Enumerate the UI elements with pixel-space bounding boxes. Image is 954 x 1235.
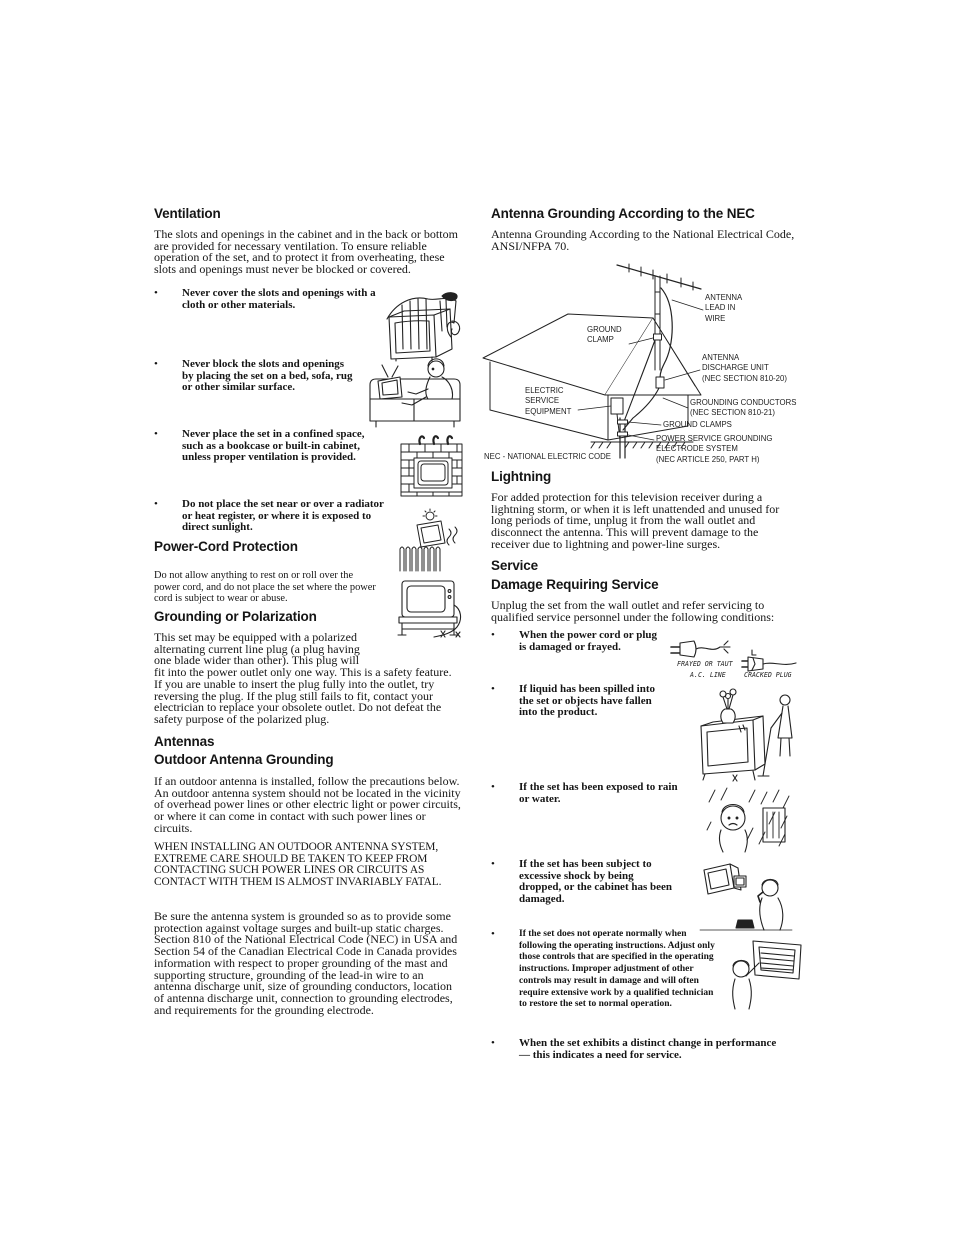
ventilation-text: The slots and openings in the cabinet and in the back or bottom are provided for necessary ventilation. To ensure reliable operation of the set, and to protect it from overheating, these slots and openings must never be blocked or covered. — [154, 227, 458, 277]
bullet-text: When the set exhibits a distinct change in performance — this indicates a need for service. — [519, 1037, 777, 1061]
bullet-marker: • — [491, 683, 495, 695]
tv-on-sofa-illustration — [368, 351, 463, 431]
ventilation-bullet-confined — [154, 429, 372, 464]
adjusting-controls-illustration — [725, 935, 803, 1011]
bullet-marker: • — [491, 928, 495, 940]
diagram-label-ground-clamp: GROUND CLAMP — [587, 325, 622, 345]
bullet-text: If the set has been exposed to rain or water. — [519, 781, 678, 805]
grounding-text — [154, 632, 461, 726]
bullet-text: If the set does not operate normally when following the operating instructions. Adjust only those controls that are specified in the operating instructions. Improper adjustment of other controls may result in damage and will often require extensive work by a qualified technician to restore the set to normal operation. — [519, 929, 715, 1010]
plug-label-ac-line: A.C. LINE — [690, 671, 726, 679]
rain-exposure-illustration — [705, 788, 793, 852]
diagram-label-ground-clamps: GROUND CLAMPS — [663, 420, 732, 429]
diagram-label-lead-in-wire: ANTENNA LEAD IN WIRE — [705, 293, 743, 323]
lightning-text: For added protection for this television receiver during a lightning storm, or when it is left unattended and unused for long periods of time, unplug it from the wall outlet and disconnect the antenna. This will prevent damage to the receiver due to lightning and power-line surges. — [491, 490, 780, 551]
damage-requiring-service-heading: Damage Requiring Service — [491, 577, 659, 592]
bullet-text: Never cover the slots and openings with a cloth or other materials. — [182, 287, 376, 311]
service-bullet-shock — [491, 859, 675, 906]
bullet-marker: • — [154, 498, 158, 510]
outdoor-antenna-grounding-heading: Outdoor Antenna Grounding — [154, 752, 334, 767]
ventilation-bullet-cloth — [154, 288, 377, 311]
service-bullet-rain — [491, 782, 679, 805]
service-bullet-performance — [491, 1038, 781, 1061]
antennas-heading: Antennas — [154, 734, 215, 749]
bullet-marker: • — [491, 858, 495, 870]
service-heading: Service — [491, 558, 538, 573]
diagram-footnote: NEC - NATIONAL ELECTRIC CODE — [484, 452, 611, 461]
tv-in-bookcase-illustration — [400, 434, 463, 498]
diagram-label-power-service: POWER SERVICE GROUNDING ELECTRODE SYSTEM (NEC ARTICLE 250, PART H) — [656, 434, 773, 464]
grounding-heading: Grounding or Polarization — [154, 609, 317, 624]
outdoor-antenna-text: If an outdoor antenna is installed, follow the precautions below. An outdoor antenna system should not be located in the vicinity of overhead power lines or other electric light or power circuits, or where it can come in contact with such power lines or circuits. — [154, 774, 461, 835]
power-cord-text: Do not allow anything to rest on or roll over the power cord, and do not place the set where the power cord is subject to wear or abuse. — [154, 570, 376, 605]
bullet-marker: • — [154, 287, 158, 299]
bullet-marker: • — [491, 629, 495, 641]
bullet-text: If the set has been subject to excessive shock by being dropped, or the cabinet has been damaged. — [519, 858, 673, 906]
ventilation-bullet-sofa — [154, 359, 354, 394]
bullet-text: If liquid has been spilled into the set or objects have fallen into the product. — [519, 683, 656, 719]
bullet-marker: • — [154, 428, 158, 440]
plug-label-frayed: FRAYED OR TAUT — [677, 660, 733, 668]
diagram-label-electric-service: ELECTRIC SERVICE EQUIPMENT — [525, 386, 572, 416]
bullet-marker: • — [154, 358, 158, 370]
liquid-spilled-illustration — [695, 686, 798, 782]
service-bullet-liquid — [491, 684, 667, 719]
grounding-text-content: This set may be equipped with a polarized alternating current line plug (a plug having one blade wider than other). This plug will fit into the power outlet only one way. This is a safety feature. If you are unable to insert the plug fully into the outlet, try reversing the plug. If the plug still fails to fit, contact your electrician to replace your obsolete outlet. Do not defeat the safety purpose of the polarized plug. — [154, 630, 452, 726]
lightning-heading: Lightning — [491, 469, 552, 484]
power-cord-heading: Power-Cord Protection — [154, 539, 298, 554]
ventilation-bullet-radiator — [154, 499, 386, 534]
antenna-grounding-text: Be sure the antenna system is grounded so as to provide some protection against voltage surges and built-up static charges. Section 810 of the National Electrical Code (NEC) in USA and Section 54 of the Canadian Electrical Code in Canada provides information with respect to proper grounding of the mast and supporting structure, grounding of the lead-in wire to an antenna discharge unit, size of grounding conductors, location of antenna discharge unit, connection to grounding electrodes, and requirements for the grounding electrode. — [154, 909, 458, 1017]
tv-near-radiator-illustration — [397, 509, 463, 571]
dropped-tv-illustration — [700, 858, 792, 932]
service-bullet-not-operating — [491, 929, 719, 1011]
bullet-text: Do not place the set near or over a radiator or heat register, or where it is exposed to direct sunlight. — [182, 498, 384, 534]
bullet-marker: • — [491, 1037, 495, 1049]
outdoor-antenna-warning: WHEN INSTALLING AN OUTDOOR ANTENNA SYSTEM, EXTREME CARE SHOULD BE TAKEN TO KEEP FROM CONTACTING SUCH POWER LINES OR CIRCUITS AS CONTACT WITH THEM IS ALMOST INVARIABLY FATAL. — [154, 841, 442, 889]
bullet-text: When the power cord or plug is damaged or frayed. — [519, 629, 658, 653]
service-text: Unplug the set from the wall outlet and refer servicing to qualified service personnel under the following conditions: — [491, 598, 775, 624]
nec-heading: Antenna Grounding According to the NEC — [491, 206, 755, 221]
bullet-text: Never block the slots and openings by placing the set on a bed, sofa, rug or other similar surface. — [182, 358, 353, 394]
service-bullet-power-cord — [491, 630, 661, 653]
bullet-text: Never place the set in a confined space, such as a bookcase or built-in cabinet, unless proper ventilation is provided. — [182, 428, 365, 464]
ventilation-heading: Ventilation — [154, 206, 221, 221]
nec-text: Antenna Grounding According to the National Electrical Code, ANSI/NFPA 70. — [491, 227, 795, 253]
diagram-label-discharge-unit: ANTENNA DISCHARGE UNIT (NEC SECTION 810-20) — [702, 353, 787, 383]
diagram-label-grounding-conductors: GROUNDING CONDUCTORS (NEC SECTION 810-21) — [690, 398, 797, 418]
bullet-marker: • — [491, 781, 495, 793]
plug-label-cracked: CRACKED PLUG — [744, 671, 792, 679]
